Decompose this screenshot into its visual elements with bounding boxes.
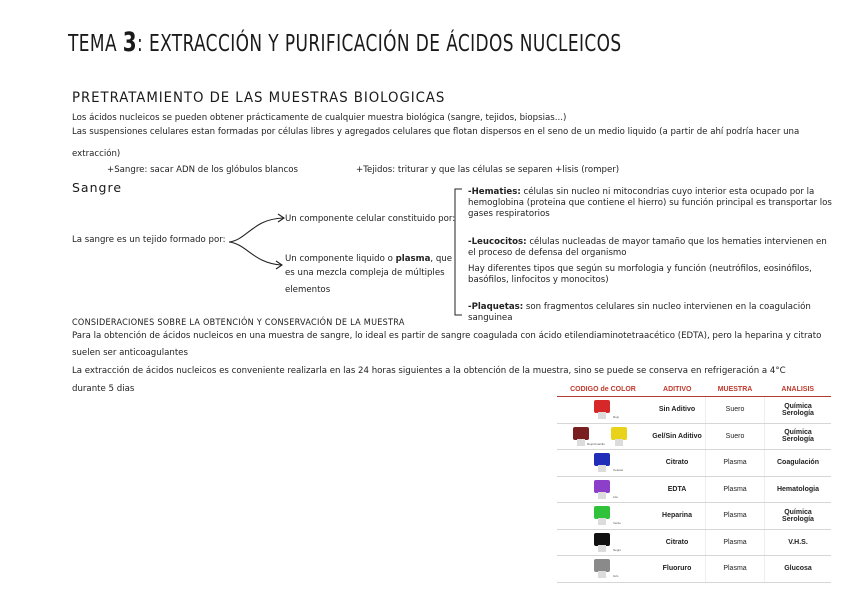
table-row [557,529,831,556]
color-cell: Lila [557,476,649,503]
table-row [557,423,831,450]
aditivo-cell: Gel/Sin Aditivo [649,423,706,450]
analisis-cell: Glucosa [765,556,832,583]
analisis-cell: Química Serología [765,423,832,450]
analisis-cell: V.H.S. [765,529,832,556]
leucocitos-tipos: Hay diferentes tipos que según su morfologia y función (neutrófilos, eosinófilos, basófilos, linfocitos y monocitos) [468,264,812,286]
bracket-brace [451,187,465,317]
aditivo-cell: EDTA [649,476,706,503]
section-heading-sangre: Sangre [72,180,123,195]
table-header-row [557,383,831,397]
tube-purple-icon [594,480,610,499]
header-codigo: CODIGO de COLOR [557,383,649,397]
header-muestra: MUESTRA [706,383,765,397]
note-tejidos: +Tejidos: triturar y que las células se separen +lisis (romper) [356,165,620,175]
aditivo-cell: Sin Aditivo [649,397,706,424]
analisis-cell: Química Serología [765,503,832,530]
color-cell: Verde [557,503,649,530]
color-cell: Celeste [557,450,649,477]
aditivo-cell: Citrato [649,529,706,556]
sangre-tejido: La sangre es un tejido formado por: [72,235,226,245]
pretratamiento-line2: Las suspensiones celulares estan formadas por células libres y agregados celulares que flotan dispersos en el seno de un medio liquido (a partir de ahí podría hacer una [72,127,800,137]
aditivo-cell: Citrato [649,450,706,477]
componente-liquido-line2: es una mezcla compleja de múltiples [285,268,445,278]
color-cell: Rojo/Amarillo [557,423,649,450]
tube-red-icon [594,400,610,419]
plasma-term: plasma [395,254,431,264]
header-analisis: ANALISIS [765,383,832,397]
muestra-cell: Suero [706,397,765,424]
leucocitos-text: -Leucocitos: células nucleadas de mayor tamaño que los hematies intervienen en el proceso de defensa del organismo [468,237,827,259]
plaquetas-text: -Plaquetas: son fragmentos celulares sin nucleo intervienen en la coagulación sanguinea [468,302,811,324]
muestra-cell: Plasma [706,529,765,556]
analisis-cell: Química Serología [765,397,832,424]
color-cell: Gris [557,556,649,583]
color-cell: Rojo [557,397,649,424]
tube-green-icon [594,506,610,525]
table-row [557,556,831,583]
title-number: 3 [122,27,138,58]
tube-gray-icon [594,559,610,578]
muestra-cell: Plasma [706,476,765,503]
hematies-text: -Hematies: células sin nucleo ni mitocondrias cuyo interior esta ocupado por la hemoglobina (proteina que contiene el hierro) su función principal es transportar los gases respiratorios [468,187,832,220]
pretratamiento-line3: extracción) [72,149,121,159]
tube-yellow-icon [611,427,627,446]
title-prefix: TEMA [68,31,123,57]
pretratamiento-line1: Los ácidos nucleicos se pueden obtener prácticamente de cualquier muestra biológica (sangre, tejidos, biopsias...) [72,113,567,123]
analisis-cell: Hematologia [765,476,832,503]
muestra-cell: Plasma [706,503,765,530]
note-sangre: +Sangre: sacar ADN de los glóbulos blancos [107,165,298,175]
table-row [557,476,831,503]
componente-liquido-line1: Un componente liquido o plasma, que [285,254,453,264]
title-rest: : EXTRACCIÓN Y PURIFICACIÓN DE ÁCIDOS NUCLEICOS [137,31,622,57]
componente-celular: Un componente celular constituido por: [285,214,456,224]
tube-color-table [557,383,831,583]
color-cell: Negro [557,529,649,556]
consideraciones-line2: suelen ser anticoagulantes [72,348,188,358]
aditivo-cell: Heparina [649,503,706,530]
section-heading-pretratamiento: PRETRATAMIENTO DE LAS MUESTRAS BIOLOGICAS [72,90,446,106]
page-title [68,27,622,58]
componente-liquido-line3: elementos [285,285,331,295]
aditivo-cell: Fluoruro [649,556,706,583]
muestra-cell: Plasma [706,450,765,477]
muestra-cell: Suero [706,423,765,450]
tube-black-icon [594,533,610,552]
table-row [557,397,831,424]
section-heading-consideraciones: CONSIDERACIONES SOBRE LA OBTENCIÓN Y CONSERVACIÓN DE LA MUESTRA [72,318,405,328]
header-aditivo: ADITIVO [649,383,706,397]
consideraciones-line4: durante 5 dias [72,384,135,394]
muestra-cell: Plasma [706,556,765,583]
tube-blue-icon [594,453,610,472]
consideraciones-line1: Para la obtención de ácidos nucleicos en una muestra de sangre, lo ideal es partir de sangre coagulada con ácido etilendiaminotetraacético (EDTA), pero la heparina y citrato [72,331,822,341]
table-row [557,503,831,530]
table-row [557,450,831,477]
consideraciones-line3: La extracción de ácidos nucleicos es conveniente realizarla en las 24 horas siguientes a la obtención de la muestra, sino se puede se conserva en refrigeración a 4°C [72,366,786,376]
analisis-cell: Coagulación [765,450,832,477]
